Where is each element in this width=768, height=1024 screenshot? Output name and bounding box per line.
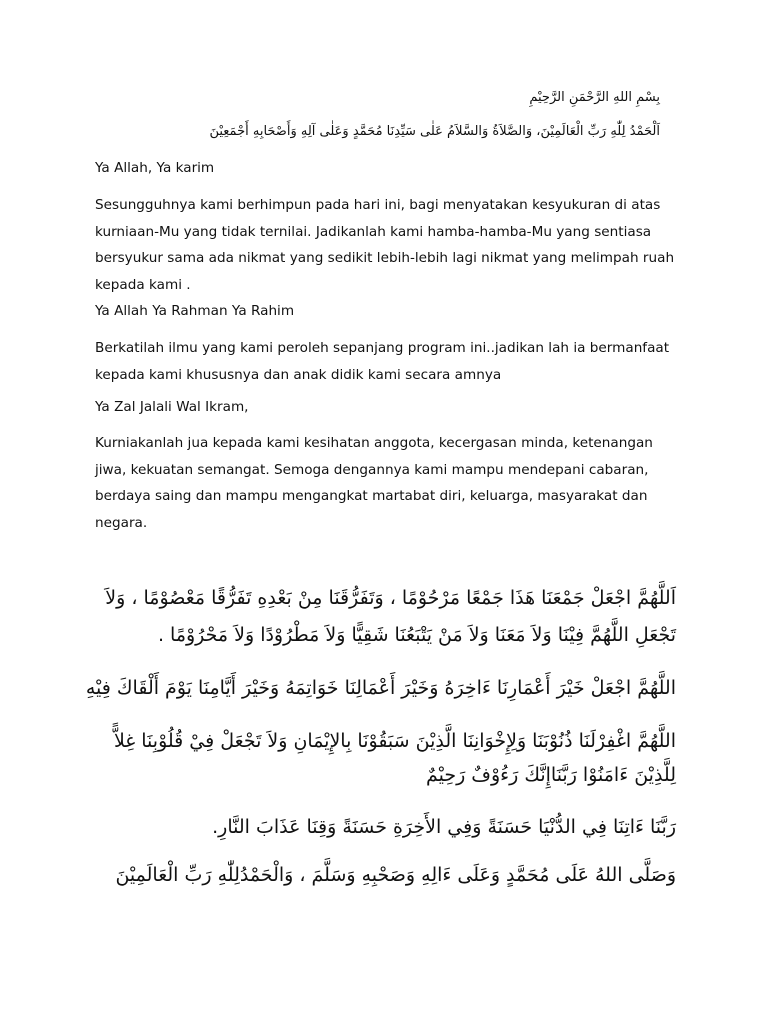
basmalah: بِسْمِ اللهِ الرَّحْمَنِ الرَّحِيْمِ [529,90,660,105]
dua-line-5: لِلَّذِيْنَ ءَامَنُوْا رَبَّنَاإِنَّكَ رَءُوْفٌ رَحِيْمٌ [425,764,676,786]
opening-arabic: اَلْحَمْدُ لِلّٰهِ رَبِّ الْعَالَمِيْنَ، وَالصَّلاَةُ وَالسَّلاَمُ عَلٰى سَيِّدِنَا مُحَمَّدٍ وَعَلٰى آلِهِ وَأَصْحَابِهِ أَجْمَعِيْنَ [209,124,660,139]
heading-ya-allah-ya-karim: Ya Allah, Ya karim [95,160,215,176]
heading-ya-zal-jalali: Ya Zal Jalali Wal Ikram, [95,399,249,415]
paragraph-berkatilah-ilmu: Berkatilah ilmu yang kami peroleh sepanjang program ini..jadikan lah ia bermanfaat kepada kami khususnya dan anak didik kami secara amnya [95,340,670,383]
dua-line-6: رَبَّنَا ءَاتِنَا فِي الدُّنْيَا حَسَنَةً وَفِي الأَخِرَةِ حَسَنَةً وَقِنَا عَذَابَ النَّارِ. [212,816,676,838]
dua-line-4: اللَّهُمَّ اغْفِرْلَنَا ذُنُوْبَنَا وَلِإِخْوَانِنَا الَّذِيْنَ سَبَقُوْنَا بِالإِيْمَانِ وَلاَ تَجْعَلْ فِيْ قُلُوْبِنَا غِلاًّ [113,730,676,752]
dua-line-1: اَللَّهُمَّ اجْعَلْ جَمْعَنَا هَذَا جَمْعًا مَرْحُوْمًا ، وَتَفَرُّقَنَا مِنْ بَعْدِهِ تَفَرُّقًا مَعْصُوْمًا ، وَلاَ [105,587,676,609]
dua-line-3: اللَّهُمَّ اجْعَلْ خَيْرَ أَعْمَارِنَا ءَاخِرَهُ وَخَيْرَ أَعْمَالِنَا خَوَاتِمَهُ وَخَيْرَ أَيَّامِنَا يَوْمَ أَلْقَاكَ فِيْهِ [85,677,676,699]
paragraph-kesyukuran: Sesungguhnya kami berhimpun pada hari ini, bagi menyatakan kesyukuran di atas kurniaan-Mu yang tidak ternilai. Jadikanlah kami hamba-hamba-Mu yang sentiasa bersyukur sama ada nikmat yang sedikit lebih-lebih lagi nikmat yang melimpah ruah kepada kami . [95,197,675,293]
heading-ya-rahman-ya-rahim: Ya Allah Ya Rahman Ya Rahim [95,303,295,319]
dua-line-2: تَجْعَلِ اللَّهُمَّ فِيْنَا وَلاَ مَعَنَا وَلاَ مَنْ يَتْبَعُنَا شَقِيًّا وَلاَ مَطْرُوْدًا وَلاَ مَحْرُوْمًا . [157,624,676,646]
dua-line-7: وَصَلَّى اللهُ عَلَى مُحَمَّدٍ وَعَلَى ءَالِهِ وَصَحْبِهِ وَسَلَّمَ ، وَالْحَمْدُلِلّٰهِ رَبِّ الْعَالَمِيْنَ [115,864,676,886]
paragraph-kurniakanlah: Kurniakanlah jua kepada kami kesihatan anggota, kecergasan minda, ketenangan jiwa, kekuatan semangat. Semoga dengannya kami mampu mendepani cabaran, berdaya saing dan mampu mengangkat martabat diri, keluarga, masyarakat dan negara. [95,435,653,531]
